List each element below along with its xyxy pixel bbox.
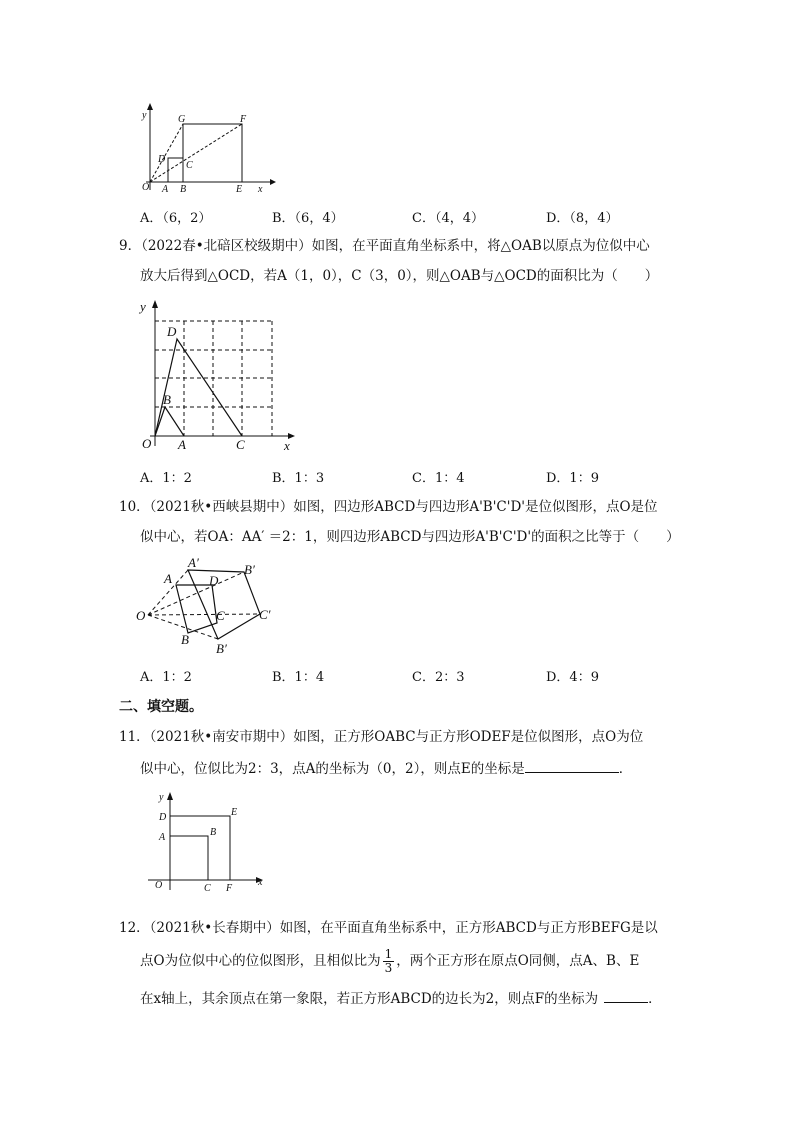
q12-text-line3: 在x轴上，其余顶点在第一象限，若正方形ABCD的边长为2，则点F的坐标为 — [140, 991, 599, 1007]
q11-text-line2: 似中心，位似比为2：3，点A的坐标为（0，2），则点E的坐标是 — [140, 761, 525, 777]
q10-option-a[interactable]: A．1：2 — [140, 670, 192, 685]
figure-q11 — [142, 788, 272, 892]
fig11-label-f: F — [226, 883, 233, 892]
fig8-label-y: y — [142, 110, 147, 121]
q11-text-line2-end: ． — [618, 761, 633, 777]
fig10-label-a: A — [164, 571, 172, 586]
fig9-label-x: x — [284, 438, 290, 453]
q8-option-c[interactable]: C．（4，4） — [412, 211, 484, 226]
q9-option-b[interactable]: B．1：3 — [272, 471, 325, 486]
q9-text-line2: 放大后得到△OCD，若A（1，0），C（3，0），则△OAB与△OCD的面积比为（ ） — [140, 268, 659, 284]
fig11-label-b: B — [210, 827, 217, 838]
q9-option-d[interactable]: D．1：9 — [546, 471, 599, 486]
q12-text-line2-wrap — [140, 947, 639, 975]
q11-answer-blank[interactable] — [525, 758, 619, 773]
q12-fraction — [383, 948, 395, 975]
fig11-label-c: C — [204, 883, 211, 892]
fig11-label-o: O — [155, 880, 163, 891]
fig10-label-b: B — [181, 632, 189, 647]
fig10-label-b-prime-bottom: B′ — [216, 641, 227, 656]
q9-text-line1: 9．（2022春•北碚区校级期中）如图，在平面直角坐标系中，将△OAB以原点为位似中心 — [119, 238, 650, 254]
q12-fraction-numerator: 1 — [384, 947, 393, 961]
q10-option-c[interactable]: C．2：3 — [412, 670, 465, 685]
fig9-label-o: O — [142, 436, 152, 451]
q10-option-b[interactable]: B．1：4 — [272, 670, 325, 685]
q8-option-d[interactable]: D．（8，4） — [546, 211, 619, 226]
fig8-label-f: F — [240, 114, 247, 125]
q10-option-d[interactable]: D．4：9 — [546, 670, 599, 685]
fig9-label-y: y — [140, 299, 146, 314]
fig8-label-g: G — [178, 114, 186, 125]
fig10-label-o: O — [136, 608, 146, 623]
fig8-label-d: D — [158, 154, 166, 165]
q12-text-line2b: ，两个正方形在原点O同侧，点A、B、E — [396, 953, 640, 969]
fig8-label-o: O — [142, 182, 150, 193]
section-heading-fill-in: 二、填空题。 — [119, 699, 203, 715]
q9-option-a[interactable]: A．1：2 — [140, 471, 192, 486]
fig11-label-e: E — [231, 807, 238, 818]
q9-option-c[interactable]: C．1：4 — [412, 471, 465, 486]
q10-text-line1: 10．（2021秋•西峡县期中）如图，四边形ABCD与四边形A'B'C'D'是位似图形，点O是位 — [119, 499, 658, 515]
fig10-label-d: D — [209, 573, 219, 588]
q12-text-line3-wrap — [140, 988, 662, 1009]
fig8-label-a: A — [162, 184, 169, 195]
fig8-label-c: C — [186, 160, 193, 171]
figure-q8 — [140, 100, 280, 196]
fig8-label-b: B — [180, 184, 187, 195]
fig11-label-a: A — [159, 832, 166, 843]
q8-option-a[interactable]: A．（6，2） — [140, 211, 212, 226]
fig9-label-c: C — [236, 437, 245, 452]
q12-text-line1: 12．（2021秋•长春期中）如图，在平面直角坐标系中，正方形ABCD与正方形BEFG是以 — [119, 920, 658, 936]
q11-text-line2-wrap — [140, 758, 632, 779]
fig9-label-d: D — [167, 324, 177, 339]
fig9-label-b: B — [163, 392, 171, 407]
fig8-label-e: E — [236, 184, 243, 195]
q10-text-line2: 似中心，若OA：AA′ ＝2：1，则四边形ABCD与四边形A'B'C'D'的面积之比等于（ ） — [140, 529, 680, 545]
figure-q9 — [132, 296, 302, 456]
q8-option-b[interactable]: B．（6，4） — [272, 211, 344, 226]
fig10-label-c: C — [216, 608, 225, 623]
q12-text-line3-end: ． — [648, 991, 662, 1007]
fig10-label-c-prime: C′ — [259, 607, 271, 622]
figure-q10 — [134, 552, 284, 658]
q11-text-line1: 11．（2021秋•南安市期中）如图，正方形OABC与正方形ODEF是位似图形，点O为位 — [119, 729, 644, 745]
fig8-label-x: x — [258, 184, 263, 195]
fig11-label-d: D — [159, 812, 167, 823]
fig10-label-b-prime-top: B′ — [244, 562, 255, 577]
q12-text-line2a: 点O为位似中心的位似图形，且相似比为 — [140, 953, 381, 969]
q12-answer-blank[interactable] — [604, 988, 648, 1003]
q12-fraction-denominator: 3 — [384, 961, 393, 975]
fig11-label-y: y — [159, 792, 164, 803]
fig10-label-a-prime: A′ — [188, 555, 199, 570]
fig9-label-a: A — [178, 437, 186, 452]
fig11-label-x: x — [258, 877, 263, 888]
